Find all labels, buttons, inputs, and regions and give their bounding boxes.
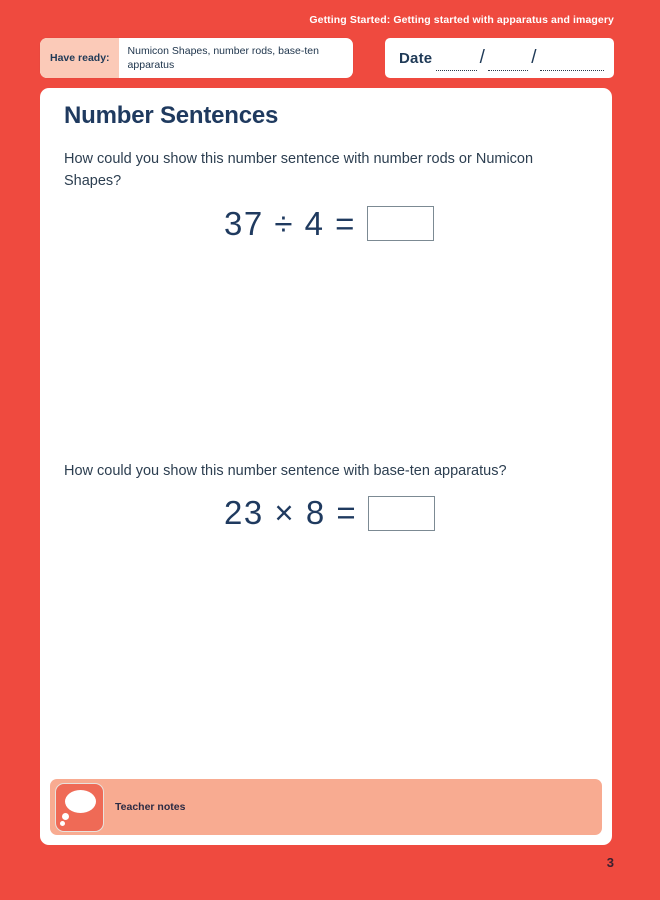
page-number: 3 [606,855,614,870]
date-day-input[interactable] [436,53,476,71]
date-label: Date [399,49,433,67]
equation-expression-1: 37 ÷ 4 = [224,204,356,242]
speech-bubble-icon [55,783,104,832]
have-ready-label: Have ready: [40,38,119,78]
teacher-notes-label: Teacher notes [115,801,186,813]
question-prompt-1: How could you show this number sentence with number rods or Numicon Shapes? [64,151,534,190]
page-title: Number Sentences [64,102,279,129]
top-info-row [40,38,614,78]
teacher-notes-banner [50,779,602,835]
speech-bubble-dot-large [62,813,69,820]
question-block-2 [64,460,590,532]
question-prompt-2: How could you show this number sentence with base-ten apparatus? [64,463,507,479]
date-box[interactable] [385,38,614,78]
equation-2 [224,494,590,532]
equation-1 [224,205,590,243]
date-year-input[interactable] [540,53,605,71]
answer-box-1[interactable] [367,206,434,241]
date-separator-1: / [479,47,485,68]
date-fields[interactable] [436,45,604,71]
answer-box-2[interactable] [368,496,435,531]
question-block-1 [64,148,590,243]
have-ready-box [40,38,353,78]
speech-bubble-dot-small [60,821,65,826]
speech-bubble-body [65,790,96,813]
worksheet-card [40,88,612,845]
equation-expression-2: 23 × 8 = [224,494,358,532]
date-separator-2: / [531,47,537,68]
date-month-input[interactable] [488,53,528,71]
have-ready-items: Numicon Shapes, number rods, base-ten apparatus [127,44,319,71]
page-header-breadcrumb: Getting Started: Getting started with apparatus and imagery [309,14,614,26]
